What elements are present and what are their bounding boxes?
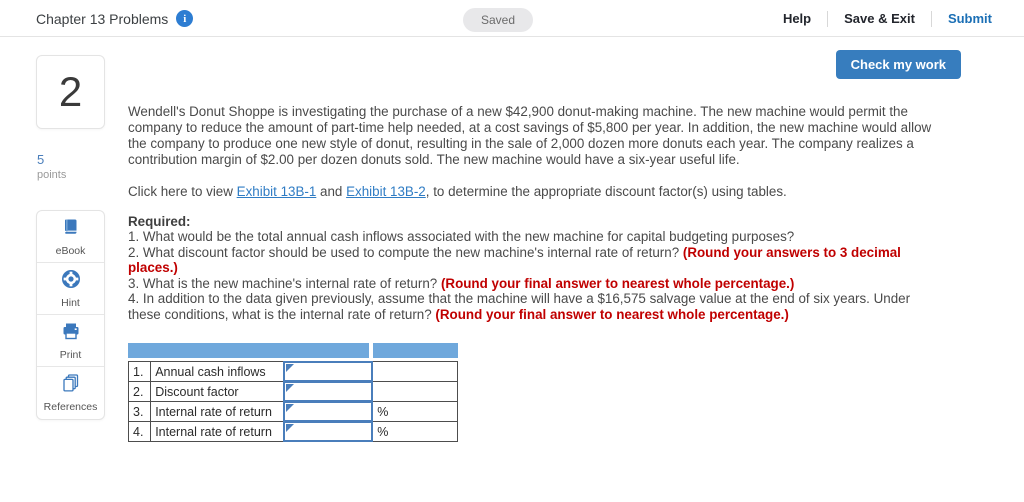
requirement-4-text: 4. In addition to the data given previously, assume that the machine will have a $16,575 salvage value at the end of six years. Under these conditions, what is the internal rate of return? bbox=[128, 291, 911, 322]
row-suffix: % bbox=[373, 402, 458, 422]
print-label: Print bbox=[59, 348, 82, 361]
help-button[interactable]: Help bbox=[782, 11, 812, 26]
question-number-card[interactable] bbox=[36, 55, 105, 129]
print-icon bbox=[61, 321, 81, 346]
row-label: Internal rate of return bbox=[151, 402, 284, 422]
check-my-work-button[interactable]: Check my work bbox=[836, 50, 961, 79]
answer-input-wrap bbox=[283, 381, 373, 402]
top-bar bbox=[0, 0, 1024, 37]
references-label: References bbox=[43, 401, 98, 413]
requirement-2 bbox=[128, 245, 940, 276]
answer-input-wrap bbox=[283, 361, 373, 382]
answer-table-header-right bbox=[373, 343, 458, 358]
topbar-actions bbox=[767, 0, 992, 37]
ebook-icon bbox=[61, 217, 81, 242]
save-and-exit-button[interactable]: Save & Exit bbox=[844, 11, 915, 26]
table-row bbox=[129, 382, 458, 402]
row-suffix bbox=[373, 362, 458, 382]
references-icon bbox=[61, 373, 81, 398]
row-number: 2. bbox=[129, 382, 151, 402]
requirement-3 bbox=[128, 276, 940, 292]
requirement-4-note: (Round your final answer to nearest whole percentage.) bbox=[435, 306, 789, 322]
tools-panel bbox=[36, 210, 105, 420]
row-label: Discount factor bbox=[151, 382, 284, 402]
points-value: 5 bbox=[37, 152, 45, 167]
page-title: Chapter 13 Problems bbox=[36, 10, 169, 27]
question-number: 2 bbox=[58, 68, 83, 115]
table-row bbox=[129, 402, 458, 422]
answer-input-wrap bbox=[283, 421, 373, 442]
print-button[interactable] bbox=[37, 315, 104, 367]
exhibit-suffix: , to determine the appropriate discount factor(s) using tables. bbox=[425, 184, 787, 199]
answer-input-wrap bbox=[283, 401, 373, 422]
exhibit-13b2-link[interactable]: Exhibit 13B-2 bbox=[346, 184, 426, 199]
row-number: 1. bbox=[129, 362, 151, 382]
ebook-label: eBook bbox=[55, 244, 86, 257]
main-content bbox=[128, 37, 961, 442]
requirement-1-text: 1. What would be the total annual cash inflows associated with the new machine for capital budgeting purposes? bbox=[128, 229, 795, 244]
references-button[interactable] bbox=[37, 367, 104, 419]
exhibit-prefix: Click here to view bbox=[128, 184, 237, 199]
exhibit-middle: and bbox=[316, 184, 347, 199]
points-label: points bbox=[37, 169, 67, 181]
requirement-2-note: (Round your answers to 3 decimal places.) bbox=[128, 244, 901, 275]
requirement-4 bbox=[128, 291, 940, 322]
internal-rate-of-return-salvage-input[interactable] bbox=[285, 423, 371, 440]
hint-label: Hint bbox=[61, 296, 80, 309]
answer-table-header-left bbox=[128, 343, 369, 358]
hint-icon bbox=[61, 269, 81, 294]
row-number: 3. bbox=[129, 402, 151, 422]
exhibit-13b1-link[interactable]: Exhibit 13B-1 bbox=[236, 184, 317, 199]
discount-factor-input[interactable] bbox=[285, 383, 371, 400]
points-block bbox=[37, 152, 66, 181]
row-label: Annual cash inflows bbox=[151, 362, 284, 382]
requirement-1 bbox=[128, 229, 940, 245]
hint-button[interactable] bbox=[37, 263, 104, 315]
table-row bbox=[129, 362, 458, 382]
table-row bbox=[129, 422, 458, 442]
ebook-button[interactable] bbox=[37, 211, 104, 263]
requirement-3-text: 3. What is the new machine's internal rate of return? bbox=[128, 275, 441, 291]
requirements-list bbox=[128, 229, 940, 322]
answer-table bbox=[128, 343, 458, 442]
saved-status-badge: Saved bbox=[463, 8, 533, 32]
exhibit-line bbox=[128, 184, 961, 199]
requirement-3-note: (Round your final answer to nearest whole percentage.) bbox=[440, 275, 795, 291]
row-suffix bbox=[373, 382, 458, 402]
required-heading: Required: bbox=[128, 214, 191, 229]
row-suffix: % bbox=[373, 422, 458, 442]
internal-rate-of-return-input[interactable] bbox=[285, 403, 371, 420]
row-label: Internal rate of return bbox=[151, 422, 284, 442]
row-number: 4. bbox=[129, 422, 151, 442]
requirement-2-text: 2. What discount factor should be used to compute the new machine's internal rate of return? bbox=[128, 244, 683, 260]
info-icon[interactable]: i bbox=[176, 10, 193, 27]
answer-table-header bbox=[128, 343, 458, 358]
problem-statement: Wendell's Donut Shoppe is investigating the purchase of a new $42,900 donut-making machine. The new machine would permit the company to reduce the amount of part-time help needed, at a cost savings of $5,800 per year. In addition, the new machine would allow the company to produce one new style of donut, resulting in the sale of 2,000 dozen more donuts each year. The company realizes a contribution margin of $2.00 per dozen donuts sold. The new machine would have a six-year useful life. bbox=[128, 104, 932, 167]
submit-button[interactable]: Submit bbox=[947, 11, 992, 26]
annual-cash-inflows-input[interactable] bbox=[285, 363, 371, 380]
